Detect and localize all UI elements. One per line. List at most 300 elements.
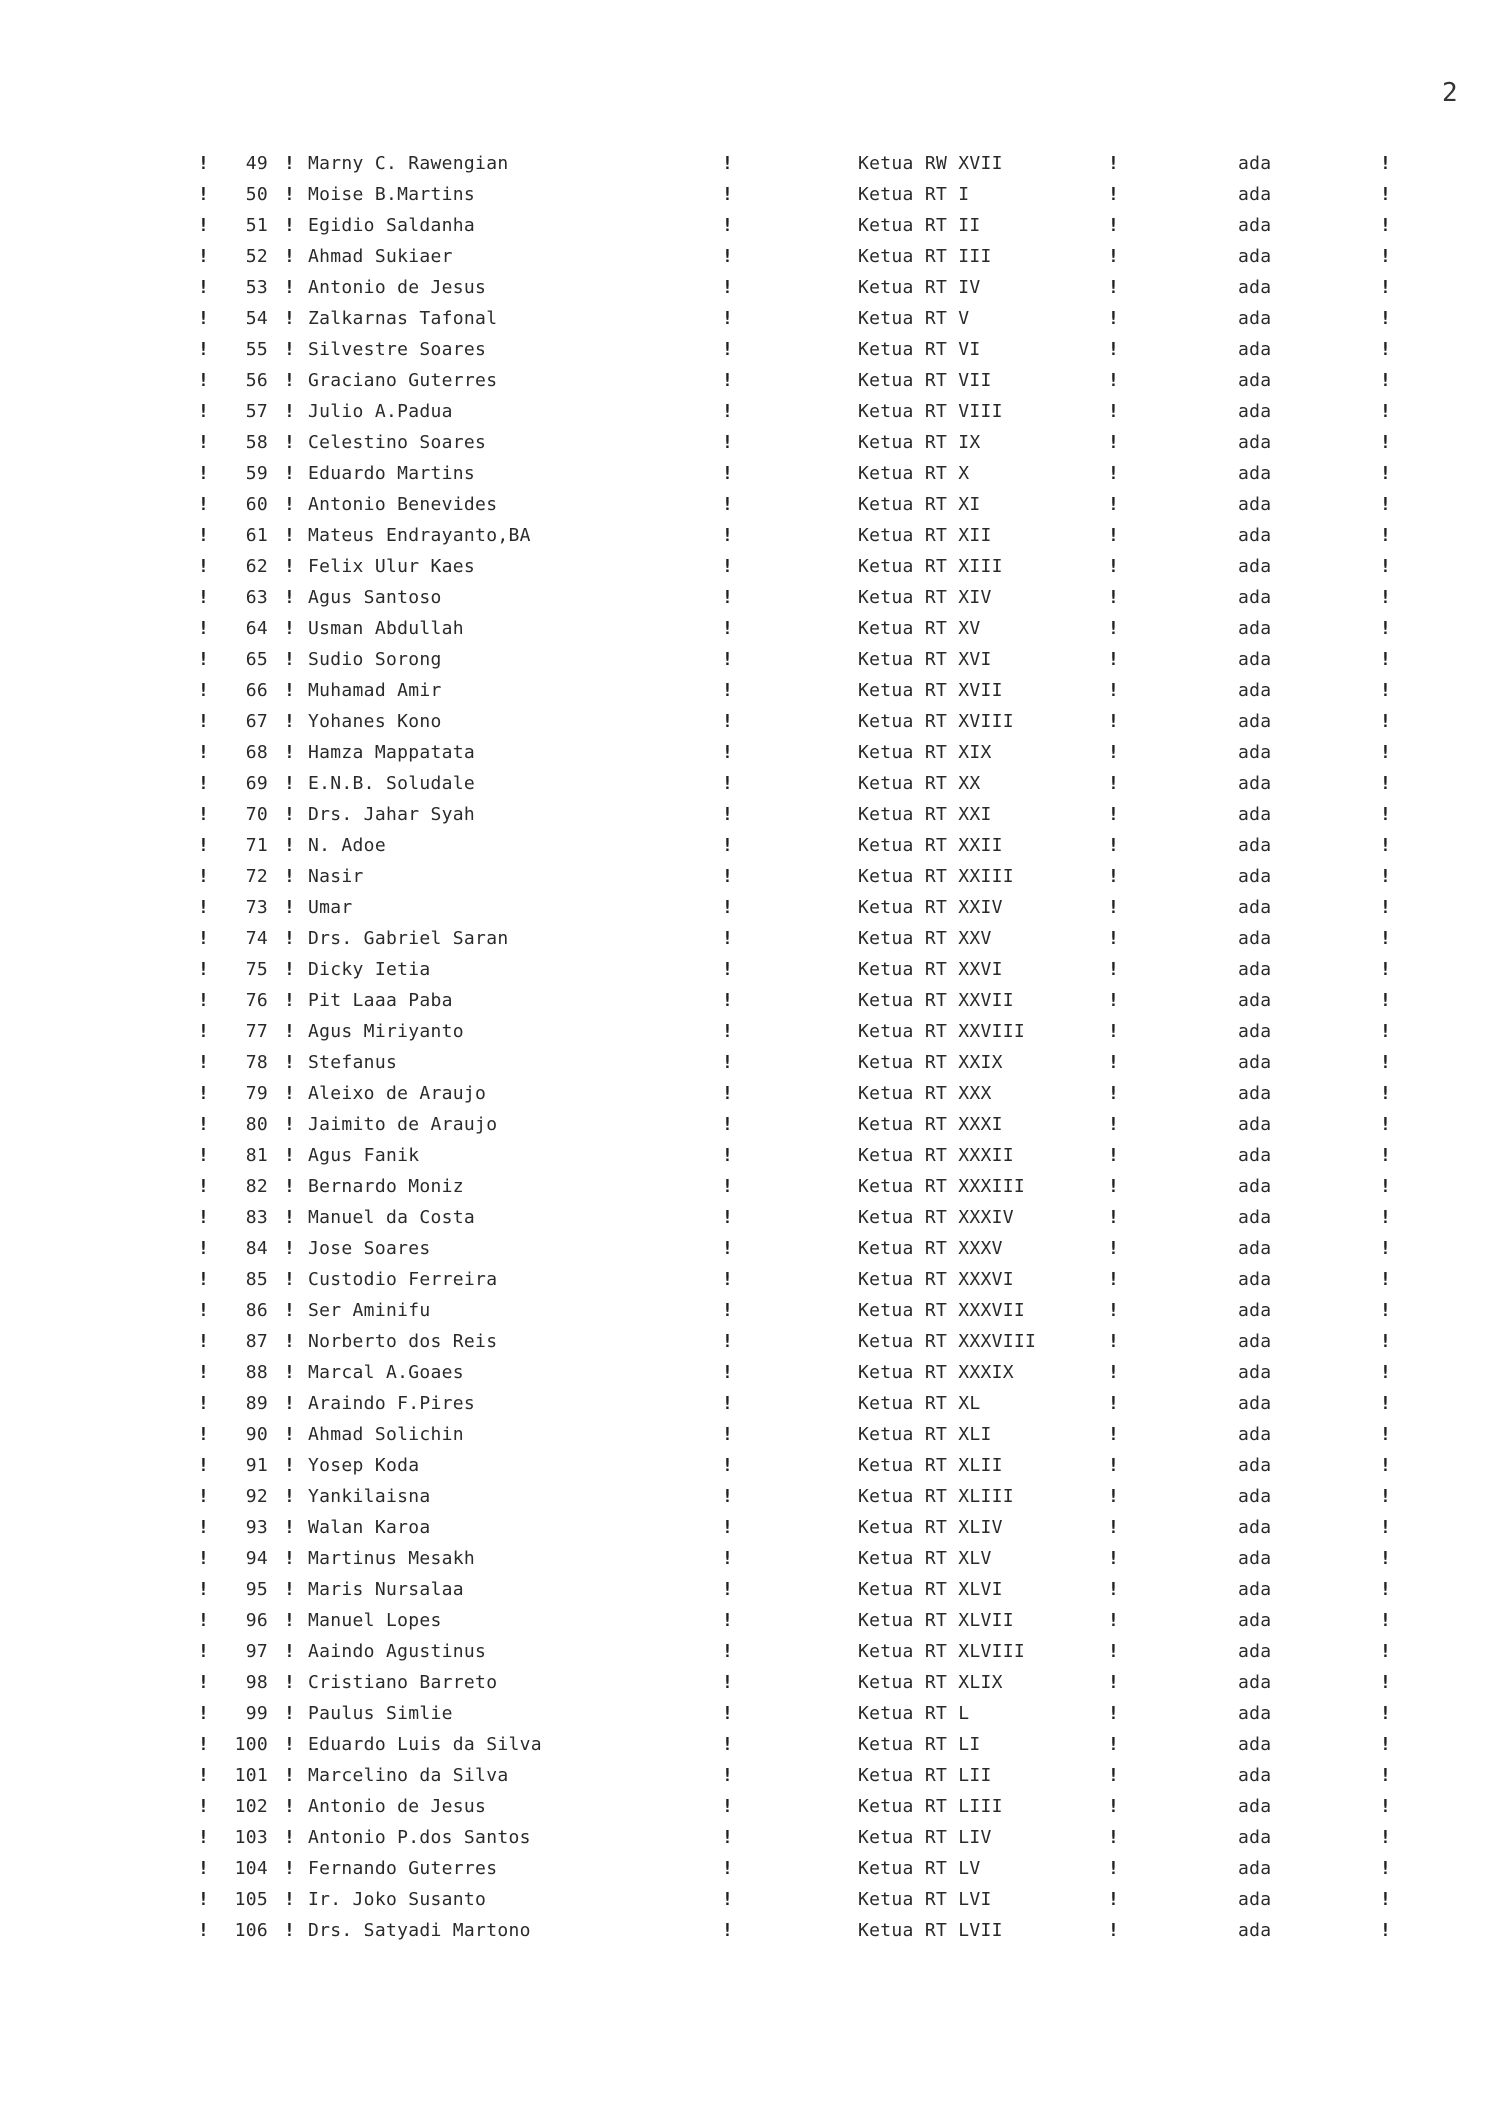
status-note: ada [1238, 1145, 1272, 1166]
column-separator: ! [1380, 215, 1392, 236]
column-separator: ! [198, 711, 210, 732]
member-name: Aaindo Agustinus [308, 1641, 487, 1662]
table-row [0, 303, 1500, 334]
member-role: Ketua RT VIII [858, 401, 1003, 422]
column-separator: ! [198, 1331, 210, 1352]
table-row [0, 737, 1500, 768]
table-row [0, 1884, 1500, 1915]
status-note: ada [1238, 1889, 1272, 1910]
status-note: ada [1238, 1083, 1272, 1104]
column-separator: ! [198, 897, 210, 918]
column-separator: ! [1380, 1021, 1392, 1042]
column-separator: ! [1380, 1641, 1392, 1662]
status-note: ada [1238, 804, 1272, 825]
column-separator: ! [1108, 680, 1120, 701]
table-row [0, 1295, 1500, 1326]
column-separator: ! [1108, 215, 1120, 236]
column-separator: ! [722, 618, 734, 639]
row-number: 56 [245, 370, 268, 391]
member-name: Julio A.Padua [308, 401, 453, 422]
status-note: ada [1238, 556, 1272, 577]
member-name: Drs. Jahar Syah [308, 804, 476, 825]
column-separator: ! [1108, 1424, 1120, 1445]
row-number: 87 [245, 1331, 268, 1352]
column-separator: ! [1108, 835, 1120, 856]
column-separator: ! [1108, 866, 1120, 887]
column-separator: ! [722, 680, 734, 701]
member-name: Jose Soares [308, 1238, 431, 1259]
column-separator: ! [722, 1610, 734, 1631]
member-name: Agus Santoso [308, 587, 442, 608]
table-row [0, 489, 1500, 520]
member-role: Ketua RT XLVIII [858, 1641, 1026, 1662]
member-role: Ketua RT XXIX [858, 1052, 1003, 1073]
column-separator: ! [722, 308, 734, 329]
column-separator: ! [722, 866, 734, 887]
column-separator: ! [1380, 525, 1392, 546]
table-row [0, 706, 1500, 737]
member-role: Ketua RT XVIII [858, 711, 1014, 732]
column-separator: ! [198, 990, 210, 1011]
column-separator: ! [198, 1517, 210, 1538]
status-note: ada [1238, 1300, 1272, 1321]
column-separator: ! [198, 1734, 210, 1755]
column-separator: ! [1380, 1796, 1392, 1817]
row-number: 98 [245, 1672, 268, 1693]
table-row [0, 1822, 1500, 1853]
table-row [0, 1512, 1500, 1543]
column-separator: ! [198, 1207, 210, 1228]
column-separator: ! [1108, 1734, 1120, 1755]
table-row [0, 1481, 1500, 1512]
column-separator: ! [722, 1114, 734, 1135]
column-separator: ! [198, 494, 210, 515]
column-separator: ! [284, 928, 296, 949]
column-separator: ! [1380, 184, 1392, 205]
status-note: ada [1238, 432, 1272, 453]
row-number: 61 [245, 525, 268, 546]
column-separator: ! [1108, 1703, 1120, 1724]
column-separator: ! [722, 1176, 734, 1197]
status-note: ada [1238, 1238, 1272, 1259]
column-separator: ! [284, 153, 296, 174]
status-note: ada [1238, 1424, 1272, 1445]
member-role: Ketua RT XLIV [858, 1517, 1003, 1538]
column-separator: ! [284, 1393, 296, 1414]
member-role: Ketua RT VII [858, 370, 992, 391]
row-number: 68 [245, 742, 268, 763]
member-name: Maris Nursalaa [308, 1579, 464, 1600]
column-separator: ! [1108, 959, 1120, 980]
column-separator: ! [722, 959, 734, 980]
column-separator: ! [198, 1269, 210, 1290]
column-separator: ! [722, 1641, 734, 1662]
column-separator: ! [1108, 1393, 1120, 1414]
table-row [0, 334, 1500, 365]
column-separator: ! [722, 711, 734, 732]
column-separator: ! [722, 1703, 734, 1724]
roster-table [0, 148, 1500, 1946]
column-separator: ! [1380, 370, 1392, 391]
column-separator: ! [198, 1052, 210, 1073]
table-row [0, 1667, 1500, 1698]
row-number: 73 [245, 897, 268, 918]
member-role: Ketua RT XLV [858, 1548, 992, 1569]
column-separator: ! [198, 804, 210, 825]
column-separator: ! [284, 1269, 296, 1290]
column-separator: ! [1380, 1765, 1392, 1786]
column-separator: ! [1380, 1424, 1392, 1445]
row-number: 58 [245, 432, 268, 453]
table-row [0, 272, 1500, 303]
column-separator: ! [1380, 1486, 1392, 1507]
member-name: Felix Ulur Kaes [308, 556, 476, 577]
column-separator: ! [722, 742, 734, 763]
member-role: Ketua RT IV [858, 277, 981, 298]
column-separator: ! [198, 587, 210, 608]
status-note: ada [1238, 153, 1272, 174]
column-separator: ! [1380, 742, 1392, 763]
column-separator: ! [722, 1331, 734, 1352]
column-separator: ! [722, 897, 734, 918]
column-separator: ! [284, 866, 296, 887]
member-role: Ketua RT XV [858, 618, 981, 639]
member-role: Ketua RT XLVI [858, 1579, 1003, 1600]
column-separator: ! [1380, 1920, 1392, 1941]
column-separator: ! [722, 928, 734, 949]
column-separator: ! [1108, 556, 1120, 577]
column-separator: ! [722, 649, 734, 670]
column-separator: ! [284, 308, 296, 329]
column-separator: ! [1108, 587, 1120, 608]
row-number: 100 [234, 1734, 268, 1755]
column-separator: ! [1380, 928, 1392, 949]
member-role: Ketua RT XII [858, 525, 992, 546]
status-note: ada [1238, 1827, 1272, 1848]
column-separator: ! [198, 1238, 210, 1259]
row-number: 70 [245, 804, 268, 825]
column-separator: ! [722, 1827, 734, 1848]
page-number: 2 [1442, 78, 1458, 108]
column-separator: ! [198, 184, 210, 205]
column-separator: ! [198, 773, 210, 794]
member-name: Norberto dos Reis [308, 1331, 498, 1352]
column-separator: ! [1380, 773, 1392, 794]
table-row [0, 799, 1500, 830]
column-separator: ! [722, 1672, 734, 1693]
column-separator: ! [722, 587, 734, 608]
member-role: Ketua RT XVI [858, 649, 992, 670]
column-separator: ! [722, 1548, 734, 1569]
column-separator: ! [722, 184, 734, 205]
table-row [0, 210, 1500, 241]
column-separator: ! [1108, 711, 1120, 732]
member-name: Eduardo Luis da Silva [308, 1734, 542, 1755]
status-note: ada [1238, 370, 1272, 391]
table-row [0, 861, 1500, 892]
column-separator: ! [1108, 1362, 1120, 1383]
status-note: ada [1238, 959, 1272, 980]
column-separator: ! [722, 1145, 734, 1166]
row-number: 79 [245, 1083, 268, 1104]
column-separator: ! [284, 1610, 296, 1631]
column-separator: ! [722, 1486, 734, 1507]
column-separator: ! [1108, 1331, 1120, 1352]
member-name: Yohanes Kono [308, 711, 442, 732]
member-name: Silvestre Soares [308, 339, 487, 360]
status-note: ada [1238, 1548, 1272, 1569]
table-row [0, 1388, 1500, 1419]
column-separator: ! [198, 246, 210, 267]
column-separator: ! [284, 711, 296, 732]
column-separator: ! [284, 1083, 296, 1104]
status-note: ada [1238, 1052, 1272, 1073]
member-role: Ketua RT L [858, 1703, 970, 1724]
column-separator: ! [1380, 401, 1392, 422]
column-separator: ! [722, 1765, 734, 1786]
column-separator: ! [1108, 1455, 1120, 1476]
column-separator: ! [284, 184, 296, 205]
column-separator: ! [198, 1114, 210, 1135]
column-separator: ! [284, 215, 296, 236]
table-row [0, 1760, 1500, 1791]
member-role: Ketua RT XI [858, 494, 981, 515]
column-separator: ! [284, 1114, 296, 1135]
member-role: Ketua RT LI [858, 1734, 981, 1755]
column-separator: ! [284, 1424, 296, 1445]
column-separator: ! [722, 1579, 734, 1600]
member-name: Ahmad Sukiaer [308, 246, 453, 267]
column-separator: ! [198, 1145, 210, 1166]
column-separator: ! [722, 277, 734, 298]
status-note: ada [1238, 401, 1272, 422]
column-separator: ! [1108, 1641, 1120, 1662]
status-note: ada [1238, 1207, 1272, 1228]
column-separator: ! [284, 432, 296, 453]
table-row [0, 520, 1500, 551]
member-name: Marny C. Rawengian [308, 153, 509, 174]
column-separator: ! [198, 215, 210, 236]
status-note: ada [1238, 897, 1272, 918]
member-name: Yankilaisna [308, 1486, 431, 1507]
member-name: Antonio de Jesus [308, 277, 487, 298]
column-separator: ! [1380, 711, 1392, 732]
column-separator: ! [1108, 1858, 1120, 1879]
member-role: Ketua RT XLIII [858, 1486, 1014, 1507]
column-separator: ! [722, 463, 734, 484]
row-number: 101 [234, 1765, 268, 1786]
column-separator: ! [722, 494, 734, 515]
status-note: ada [1238, 525, 1272, 546]
column-separator: ! [198, 742, 210, 763]
column-separator: ! [284, 1455, 296, 1476]
member-role: Ketua RT XXIII [858, 866, 1014, 887]
column-separator: ! [284, 1238, 296, 1259]
row-number: 57 [245, 401, 268, 422]
column-separator: ! [722, 1920, 734, 1941]
column-separator: ! [284, 1362, 296, 1383]
status-note: ada [1238, 711, 1272, 732]
column-separator: ! [1380, 1393, 1392, 1414]
member-role: Ketua RT XLIX [858, 1672, 1003, 1693]
table-row [0, 1698, 1500, 1729]
column-separator: ! [284, 556, 296, 577]
status-note: ada [1238, 1455, 1272, 1476]
row-number: 64 [245, 618, 268, 639]
column-separator: ! [1380, 804, 1392, 825]
row-number: 69 [245, 773, 268, 794]
column-separator: ! [1108, 773, 1120, 794]
column-separator: ! [722, 1889, 734, 1910]
column-separator: ! [722, 1300, 734, 1321]
row-number: 89 [245, 1393, 268, 1414]
column-separator: ! [284, 1858, 296, 1879]
status-note: ada [1238, 835, 1272, 856]
row-number: 59 [245, 463, 268, 484]
member-name: Agus Miriyanto [308, 1021, 464, 1042]
column-separator: ! [1108, 1145, 1120, 1166]
row-number: 97 [245, 1641, 268, 1662]
table-row [0, 923, 1500, 954]
row-number: 77 [245, 1021, 268, 1042]
member-name: Pit Laaa Paba [308, 990, 453, 1011]
column-separator: ! [198, 649, 210, 670]
status-note: ada [1238, 1362, 1272, 1383]
row-number: 90 [245, 1424, 268, 1445]
status-note: ada [1238, 1765, 1272, 1786]
column-separator: ! [1380, 1672, 1392, 1693]
column-separator: ! [284, 1145, 296, 1166]
table-row [0, 1264, 1500, 1295]
column-separator: ! [198, 1579, 210, 1600]
row-number: 75 [245, 959, 268, 980]
column-separator: ! [284, 401, 296, 422]
member-name: Aleixo de Araujo [308, 1083, 487, 1104]
column-separator: ! [1108, 1920, 1120, 1941]
member-role: Ketua RT XXXVIII [858, 1331, 1037, 1352]
column-separator: ! [1108, 1269, 1120, 1290]
column-separator: ! [722, 432, 734, 453]
column-separator: ! [1108, 277, 1120, 298]
column-separator: ! [722, 246, 734, 267]
row-number: 67 [245, 711, 268, 732]
row-number: 88 [245, 1362, 268, 1383]
member-name: Ir. Joko Susanto [308, 1889, 487, 1910]
status-note: ada [1238, 277, 1272, 298]
status-note: ada [1238, 1393, 1272, 1414]
column-separator: ! [284, 773, 296, 794]
row-number: 60 [245, 494, 268, 515]
column-separator: ! [722, 370, 734, 391]
row-number: 74 [245, 928, 268, 949]
status-note: ada [1238, 680, 1272, 701]
column-separator: ! [1380, 649, 1392, 670]
column-separator: ! [1380, 1207, 1392, 1228]
member-name: Jaimito de Araujo [308, 1114, 498, 1135]
member-role: Ketua RT XXX [858, 1083, 992, 1104]
table-row [0, 644, 1500, 675]
table-row [0, 396, 1500, 427]
column-separator: ! [284, 1765, 296, 1786]
status-note: ada [1238, 1579, 1272, 1600]
member-name: Ser Aminifu [308, 1300, 431, 1321]
column-separator: ! [284, 649, 296, 670]
table-row [0, 954, 1500, 985]
member-role: Ketua RT XL [858, 1393, 981, 1414]
member-name: Nasir [308, 866, 364, 887]
column-separator: ! [284, 1641, 296, 1662]
row-number: 54 [245, 308, 268, 329]
member-role: Ketua RT I [858, 184, 970, 205]
column-separator: ! [1380, 463, 1392, 484]
column-separator: ! [1108, 1827, 1120, 1848]
column-separator: ! [1380, 246, 1392, 267]
status-note: ada [1238, 1734, 1272, 1755]
column-separator: ! [284, 1920, 296, 1941]
table-row [0, 768, 1500, 799]
status-note: ada [1238, 618, 1272, 639]
column-separator: ! [198, 1393, 210, 1414]
column-separator: ! [1108, 1207, 1120, 1228]
table-row [0, 1109, 1500, 1140]
member-role: Ketua RT XXIV [858, 897, 1003, 918]
column-separator: ! [722, 773, 734, 794]
row-number: 96 [245, 1610, 268, 1631]
column-separator: ! [722, 1424, 734, 1445]
column-separator: ! [284, 277, 296, 298]
row-number: 95 [245, 1579, 268, 1600]
column-separator: ! [1380, 1176, 1392, 1197]
column-separator: ! [1108, 1579, 1120, 1600]
member-role: Ketua RT XXXIV [858, 1207, 1014, 1228]
column-separator: ! [1108, 1548, 1120, 1569]
column-separator: ! [722, 153, 734, 174]
table-row [0, 1419, 1500, 1450]
member-name: Custodio Ferreira [308, 1269, 498, 1290]
column-separator: ! [198, 1486, 210, 1507]
column-separator: ! [1380, 1548, 1392, 1569]
member-name: Umar [308, 897, 353, 918]
column-separator: ! [198, 1424, 210, 1445]
table-row [0, 892, 1500, 923]
row-number: 85 [245, 1269, 268, 1290]
status-note: ada [1238, 246, 1272, 267]
column-separator: ! [198, 1455, 210, 1476]
column-separator: ! [284, 339, 296, 360]
table-row [0, 675, 1500, 706]
column-separator: ! [1108, 463, 1120, 484]
member-role: Ketua RT XIX [858, 742, 992, 763]
member-name: Drs. Gabriel Saran [308, 928, 509, 949]
table-row [0, 458, 1500, 489]
table-row [0, 1574, 1500, 1605]
table-row [0, 613, 1500, 644]
status-note: ada [1238, 1269, 1272, 1290]
column-separator: ! [722, 1207, 734, 1228]
table-row [0, 241, 1500, 272]
column-separator: ! [198, 153, 210, 174]
column-separator: ! [1108, 1083, 1120, 1104]
table-row [0, 830, 1500, 861]
column-separator: ! [1108, 1765, 1120, 1786]
column-separator: ! [284, 1300, 296, 1321]
column-separator: ! [1108, 990, 1120, 1011]
row-number: 106 [234, 1920, 268, 1941]
member-name: Cristiano Barreto [308, 1672, 498, 1693]
column-separator: ! [1108, 1238, 1120, 1259]
member-name: Sudio Sorong [308, 649, 442, 670]
member-role: Ketua RT LII [858, 1765, 992, 1786]
